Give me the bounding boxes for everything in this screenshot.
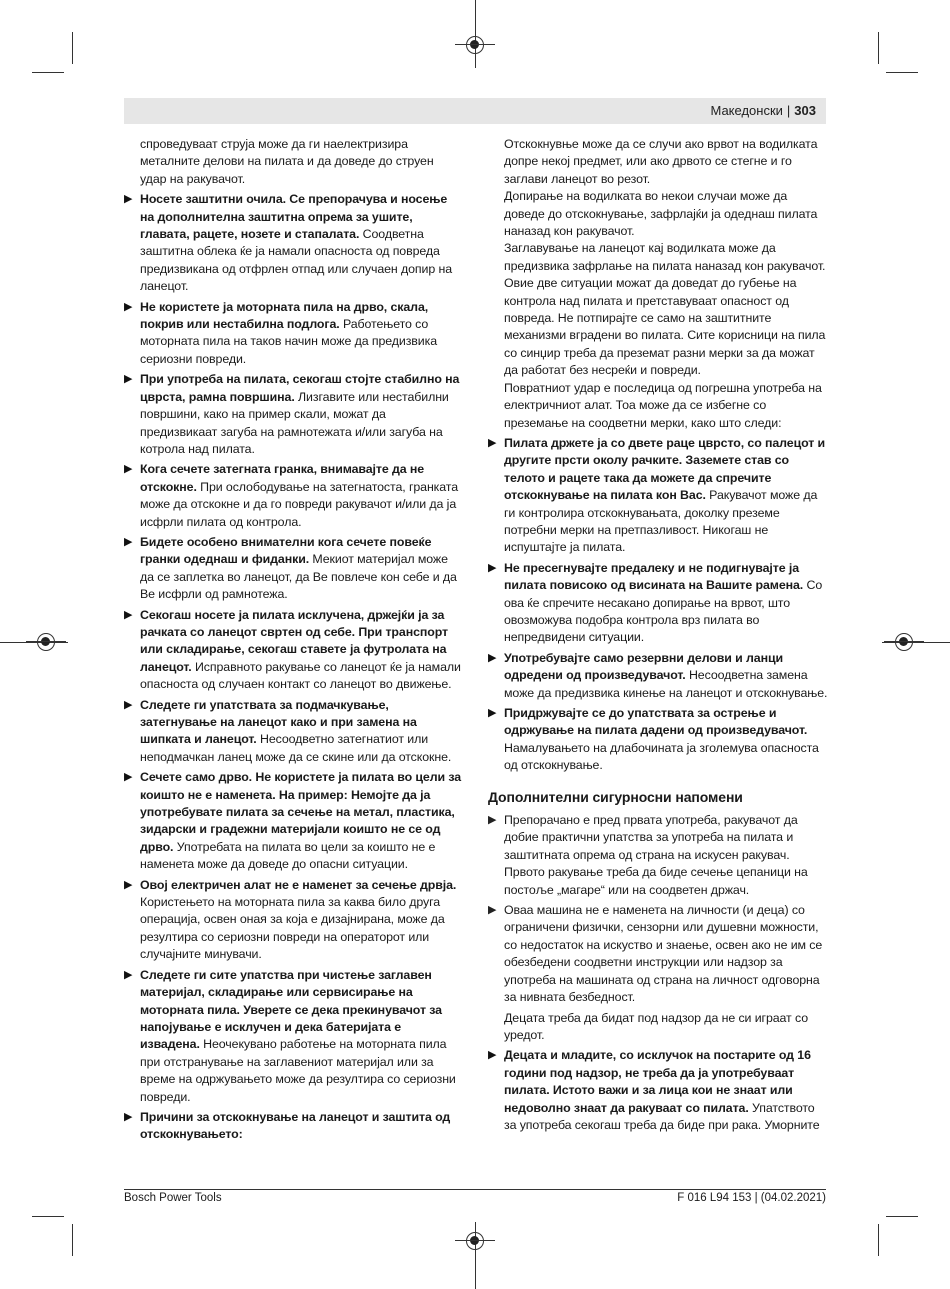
item-text: Мекиот материјал може да се заплетка во ланецот, да Ве повлече кон себе и да Ве исфрли од рамнотежа. xyxy=(140,552,457,602)
item-bold-text: Сечете само дрво. Не користете ја пилата во цели за коишто не е наменета. На пример: Немојте да ја употребувате пилата за сечење на метал, пластика, зидарски и градежни материјали коишто не се од дрво. xyxy=(140,770,462,854)
bullet-item xyxy=(124,877,462,964)
right-item-list xyxy=(488,435,828,775)
crop-mark xyxy=(32,72,64,73)
section-heading: Дополнителни сигурносни напомени xyxy=(488,788,743,805)
bullet-icon: ▶ xyxy=(124,608,133,621)
item-bold-text: Употребувајте само резервни делови и ланци одредени од произведувачот. xyxy=(504,650,783,683)
header-separator: | xyxy=(786,103,791,118)
item-text: Работењето со моторната пила на таков начин може да предизвика сериозни повреди. xyxy=(140,317,437,366)
item-text: Неочекувано работење на моторната пила при отстранување на заглавениот материјал или за време на одржувањето може да резултира со сериозни повреди. xyxy=(140,1037,456,1104)
item-text: При ослободување на затегнатоста, гранката може да отскокне и да го повреди ракувачот и/или да ја исфрли пилата од контрола. xyxy=(140,479,459,529)
item-bold-text: Следете ги сите упатства при чистење заглавен материјал, складирање или сервисирање на моторната пила. Уверете се дека прекинувачот за напојување е исклучен и дека батеријата е извадена. xyxy=(140,967,442,1052)
right-column xyxy=(488,136,828,1137)
bullet-item xyxy=(488,650,828,702)
crop-mark xyxy=(878,32,879,64)
registration-mark-icon xyxy=(37,633,55,651)
item-text: Ракувачот може да ги контролира отскокнувањата, доколку преземе потребни мерки на претпазливост. Никогаш не испуштајте ја пилата. xyxy=(504,488,818,555)
body-paragraph: Допирање на водилката во некои случаи може да доведе до отскокнување, зафрлајќи ја одеднаш пилата наназад кон ракувачот. xyxy=(504,189,818,239)
page-header xyxy=(124,98,826,124)
item-bold-text: Секогаш носете ја пилата исклучена, држејќи ја за рачката со ланецот свртен од себе. При транспорт или складирање, секогаш ставете ја футролата на ланецот. xyxy=(140,607,448,674)
item-text: Оваа машина не е наменета на личности (и деца) со ограничени физички, сензорни или душевни можности, со недостаток на искуство и знаење, освен ако не им се обезбедени соодветни инструкции или надзор за употреба на машината од страна на личност одговорна за нивната безбедност. xyxy=(504,903,823,1005)
body-paragraph: Овие две ситуации можат да доведат до губење на контрола над пилата и претставуваат опасност од повреда. Не потпирајте се само на заштитните механизми вградени во пилата. Сите корисници на пила со синџир треба да преземат разни мерки за да можат да работат без несреќи и повреди. xyxy=(504,276,826,378)
bullet-icon: ▶ xyxy=(488,561,497,574)
crop-mark xyxy=(878,1224,879,1256)
bullet-icon: ▶ xyxy=(124,968,133,981)
registration-mark-icon xyxy=(895,633,913,651)
bullet-item xyxy=(124,607,462,694)
body-paragraph: Отскокнувње може да се случи ако врвот на водилката допре некој предмет, или ако дрвото се стегне и го заглави ланецот во резот. xyxy=(504,137,818,186)
registration-mark-icon xyxy=(466,36,484,54)
crop-mark xyxy=(886,72,918,73)
item-text: Исправното ракување со ланецот ќе ја намали опасноста од случаен контакт со ланецот во движење. xyxy=(140,659,461,692)
crop-mark xyxy=(886,1216,918,1217)
right-paragraphs xyxy=(488,136,828,432)
footer-rule xyxy=(124,1189,826,1190)
bullet-item xyxy=(488,705,828,775)
item-bold-text: Придржувајте се до упатствата за острење и одржување на пилата дадени од произведувачот. xyxy=(504,706,808,738)
header-language: Македонски xyxy=(710,103,783,118)
left-item-list xyxy=(124,191,462,1144)
item-text: Со ова ќе спречите несакано допирање на врвот, што овозможува подобра контрола врз пилата во непредвидени ситуации. xyxy=(504,578,823,645)
page-number: 303 xyxy=(794,103,816,118)
header-text xyxy=(710,103,816,118)
bullet-icon: ▶ xyxy=(488,707,497,719)
bullet-item xyxy=(124,967,462,1106)
registration-line xyxy=(882,642,950,643)
bullet-icon: ▶ xyxy=(488,814,497,827)
bullet-icon: ▶ xyxy=(124,463,133,476)
left-column xyxy=(124,136,462,1147)
bullet-item xyxy=(124,191,462,295)
bullet-icon: ▶ xyxy=(488,651,497,664)
item-bold-text: Причини за отскокнување на ланецот и заштита од отскокнувањето: xyxy=(140,1109,451,1142)
crop-mark xyxy=(32,1216,64,1217)
item-text: Употребата на пилата во цели за коишто не е наменета може да доведе до опасни ситуации. xyxy=(140,839,436,872)
bullet-item xyxy=(124,697,462,767)
body-paragraph: Повратниот удар е последица од погрешна употреба на електричниот алат. Тоа може да се избегне со преземање на соодветни мерки, како што следи: xyxy=(504,380,822,430)
crop-mark xyxy=(72,1224,73,1256)
item-text: Препорачано е пред првата употреба, ракувачот да добие практични упатства за употреба на пилата и заштитната опрема од страна на искусен ракувач. Првото ракување треба да биде сечење цепаници на постоље „магаре“ или на соодветен држач. xyxy=(504,813,808,897)
bullet-icon: ▶ xyxy=(124,698,133,711)
last-item-container xyxy=(488,1047,828,1134)
item-text: Намалувањето на длабочината ја зголемува опасноста од отскокнување. xyxy=(504,740,819,773)
bullet-icon: ▶ xyxy=(488,904,497,917)
section-paragraph: Децата треба да бидат под надзор да не си играат со уредот. xyxy=(504,1010,808,1042)
bullet-item xyxy=(124,534,462,604)
footer-doc-number: F 016 L94 153 | (04.02.2021) xyxy=(677,1192,826,1204)
bullet-item xyxy=(124,461,462,531)
bullet-item xyxy=(124,1109,462,1144)
item-text: Упатството за употреба секогаш треба да биде при рака. Уморните xyxy=(504,1100,820,1132)
item-bold-text: Носете заштитни очила. Се препорачува и носење на дополнителна заштитна опрема за ушите, главата, рацете, нозете и стапалата. xyxy=(140,192,448,242)
item-bold-text: Кога сечете затегната гранка, внимавајте да не отскокне. xyxy=(140,462,425,494)
bullet-item xyxy=(488,902,828,1006)
item-text: Несоодветна замена може да предизвика кинење на ланецот и отскокнување. xyxy=(504,668,828,700)
item-bold-text: При употреба на пилата, секогаш стојте стабилно на цврста, рамна површина. xyxy=(140,372,460,404)
bullet-icon: ▶ xyxy=(124,193,133,206)
item-bold-text: Овој електричен алат не е наменет за сечење дрвја. xyxy=(140,877,457,892)
item-text: Користењето на моторната пила за каква било друга операција, освен оная за која е дизајнирана, може да резултира со сериозни повреди на операторот или случајните минувачи. xyxy=(140,895,445,962)
bullet-icon: ▶ xyxy=(124,1110,133,1123)
registration-line xyxy=(475,0,476,68)
bullet-item xyxy=(488,435,828,557)
bullet-icon: ▶ xyxy=(124,771,133,784)
item-bold-text: Следете ги упатствата за подмачкување, затегнување на ланецот како и при замена на шипката и ланецот. xyxy=(140,697,417,747)
bullet-item xyxy=(488,1047,828,1134)
footer-brand: Bosch Power Tools xyxy=(124,1192,222,1204)
item-bold-text: Не користете ја моторната пила на дрво, скала, покрив или нестабилна подлога. xyxy=(140,299,429,332)
bullet-item xyxy=(124,769,462,873)
item-text: Лизгавите или нестабилни површини, како на пример скали, можат да предизвикаат загуба на рамнотежата и/или загуба на котрола над пилата. xyxy=(140,389,449,456)
registration-mark-icon xyxy=(466,1232,484,1250)
bullet-item xyxy=(488,560,828,647)
item-bold-text: Бидете особено внимателни кога сечете повеќе гранки одеднаш и фиданки. xyxy=(140,534,432,567)
item-bold-text: Не пресегнувајте предалеку и не подигнувајте ја пилата повисоко од висината на Вашите рамена. xyxy=(504,560,804,593)
bullet-icon: ▶ xyxy=(124,878,133,891)
bullet-item xyxy=(124,299,462,369)
bullet-item xyxy=(488,812,828,899)
bullet-icon: ▶ xyxy=(488,1049,497,1062)
bullet-item xyxy=(124,371,462,458)
bullet-icon: ▶ xyxy=(488,436,497,449)
bullet-icon: ▶ xyxy=(124,373,133,386)
body-paragraph: Заглавување на ланецот кај водилката може да предизвика зафрлање на пилата наназад кон ракувачот. xyxy=(504,241,826,273)
item-bold-text: Децата и младите, со исклучок на постарите од 16 години под надзор, не треба да ја употребуваат пилата. Истото важи и за лица кои не знаат или недоволно знаат да ракуваат со пилата. xyxy=(504,1048,811,1115)
item-text: Соодветна заштитна облека ќе ја намали опасноста од повреда предизвикана од отфрлен отпад или случаен допир на ланецот. xyxy=(140,227,453,294)
bullet-icon: ▶ xyxy=(124,535,133,548)
bullet-icon: ▶ xyxy=(124,300,133,313)
item-bold-text: Пилата држете ја со двете раце цврсто, со палецот и другите прсти околу рачките. Заземете став со телото и рацете така да можете да спречите отскокнување на пилата кон Вас. xyxy=(504,435,826,503)
item-text: Несоодветно затегнатиот или неподмачкан ланец може да се скине или да отскокне. xyxy=(140,732,452,764)
crop-mark xyxy=(72,32,73,64)
intro-paragraph: спроведуваат струја може да ги наелектризира металните делови на пилата и да доведе до струен удар на ракувачот. xyxy=(140,137,434,186)
registration-line xyxy=(0,642,68,643)
section-item-list xyxy=(488,812,828,1006)
